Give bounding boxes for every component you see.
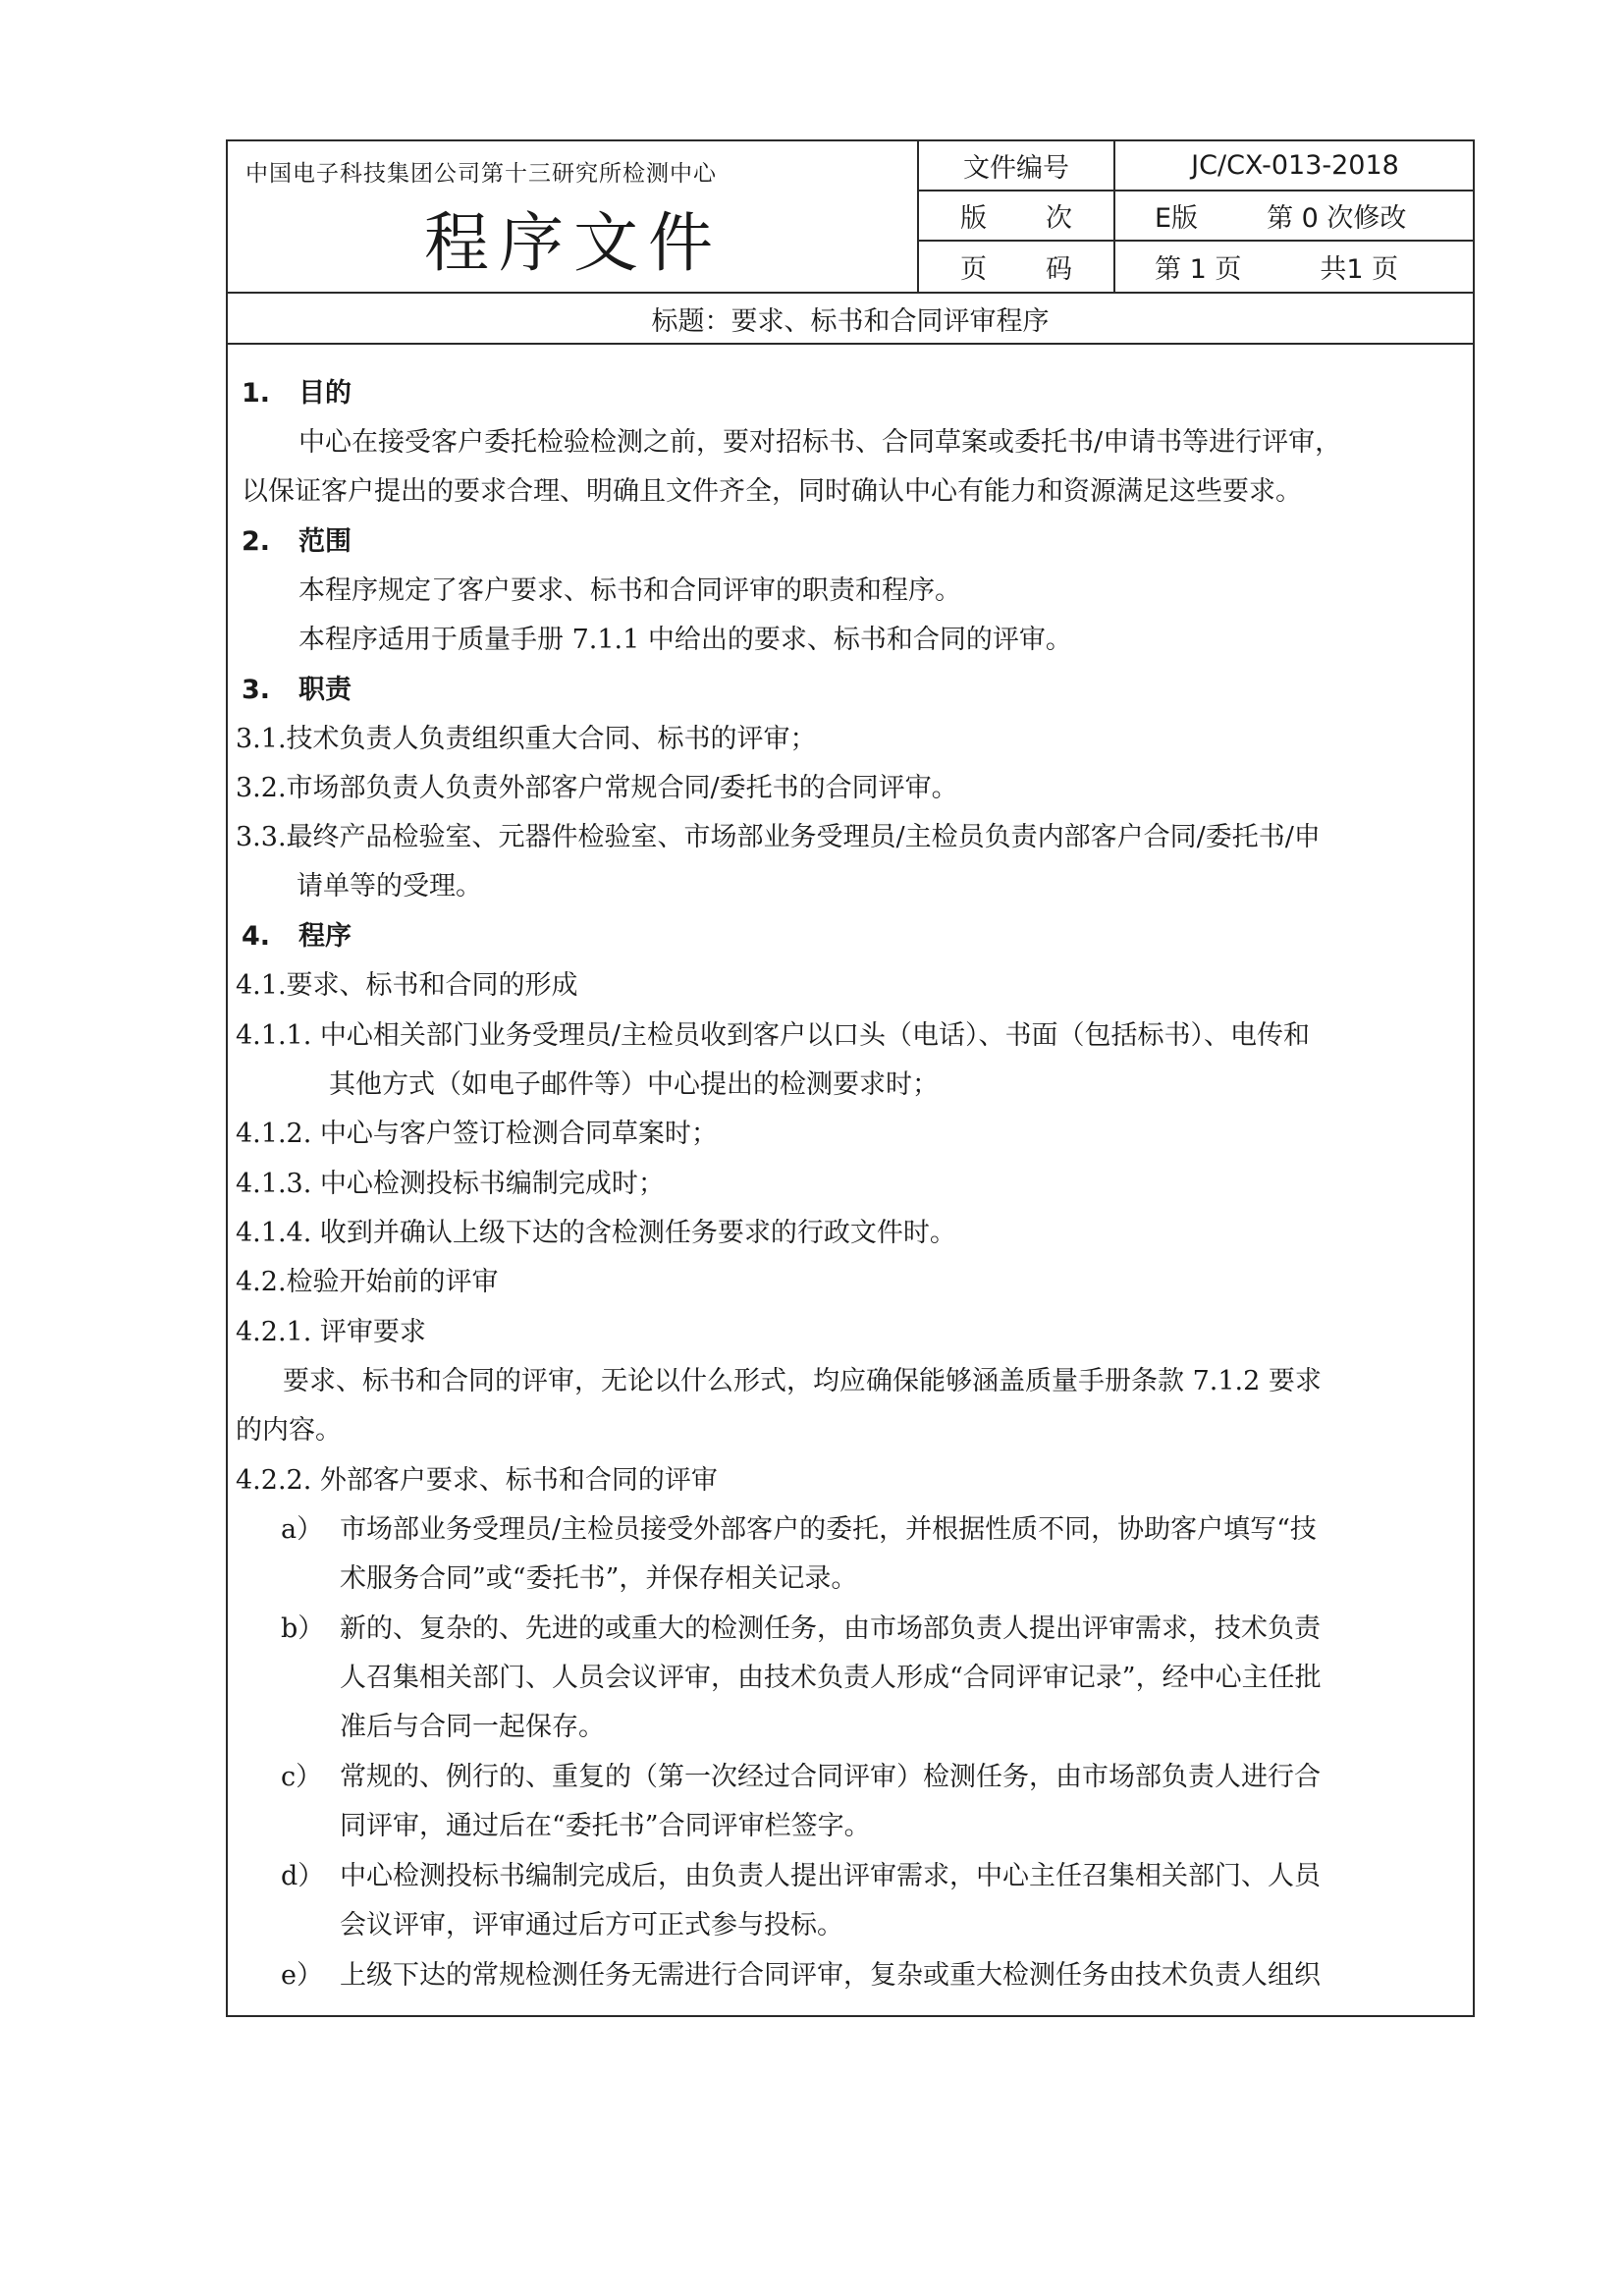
list-item-line: 市场部业务受理员/主检员接受外部客户的委托，并根据性质不同，协助客户填写“技 xyxy=(340,1514,1317,1545)
list-item-marker: b） xyxy=(281,1613,325,1644)
paragraph-line: 以保证客户提出的要求合理、明确且文件齐全，同时确认中心有能力和资源满足这些要求。 xyxy=(242,476,1302,507)
document-header xyxy=(228,141,1473,294)
version-label-a: 版 xyxy=(960,203,987,234)
list-item-line: 会议评审，评审通过后方可正式参与投标。 xyxy=(340,1910,843,1941)
paragraph-line: 4.2.检验开始前的评审 xyxy=(236,1267,499,1297)
document-type: 程序文件 xyxy=(424,205,723,281)
paragraph-line: 其他方式（如电子邮件等）中心提出的检测要求时； xyxy=(329,1069,939,1100)
list-item-marker: a） xyxy=(281,1514,324,1545)
header-left xyxy=(228,141,917,292)
list-item-line: 常规的、例行的、重复的（第一次经过合同评审）检测任务，由市场部负责人进行合 xyxy=(340,1762,1321,1792)
paragraph-line: 3.2.市场部负责人负责外部客户常规合同/委托书的合同评审。 xyxy=(236,773,958,803)
page-value xyxy=(1115,242,1475,292)
page-label-b: 码 xyxy=(1046,254,1072,285)
paragraph-line: 本程序适用于质量手册 7.1.1 中给出的要求、标书和合同的评审。 xyxy=(298,625,1072,655)
paragraph-line: 请单等的受理。 xyxy=(297,871,482,902)
list-item-marker: d） xyxy=(281,1861,325,1891)
version-row xyxy=(919,191,1475,242)
paragraph-line: 4.2.2. 外部客户要求、标书和合同的评审 xyxy=(236,1465,718,1496)
section-heading-2: 2. 范围 xyxy=(242,526,352,557)
page-label xyxy=(919,242,1115,292)
paragraph-line: 3.3.最终产品检验室、元器件检验室、市场部业务受理员/主检员负责内部客户合同/委托书/申 xyxy=(236,822,1321,852)
paragraph-line: 3.1.技术负责人负责组织重大合同、标书的评审； xyxy=(236,724,817,754)
organization-name: 中国电子科技集团公司第十三研究所检测中心 xyxy=(245,161,717,187)
version-value xyxy=(1115,191,1475,240)
page-total: 共1 页 xyxy=(1320,254,1399,285)
file-number-value: JC/CX-013-2018 xyxy=(1191,150,1399,181)
list-item-marker: e） xyxy=(281,1960,323,1991)
paragraph-line: 本程序规定了客户要求、标书和合同评审的职责和程序。 xyxy=(298,575,961,606)
list-item-line: 新的、复杂的、先进的或重大的检测任务，由市场部负责人提出评审需求，技术负责 xyxy=(340,1613,1321,1644)
version-revision: 第 0 次修改 xyxy=(1267,203,1407,234)
section-heading-4: 4. 程序 xyxy=(242,921,352,952)
version-label-b: 次 xyxy=(1046,203,1072,234)
file-number-row xyxy=(919,141,1475,191)
header-info-table xyxy=(917,141,1475,292)
paragraph-line: 要求、标书和合同的评审，无论以什么形式，均应确保能够涵盖质量手册条款 7.1.2 要求 xyxy=(283,1366,1322,1396)
list-item-marker: c） xyxy=(281,1762,323,1792)
file-number-label: 文件编号 xyxy=(919,141,1115,190)
list-item-line: 中心检测投标书编制完成后，由负责人提出评审需求，中心主任召集相关部门、人员 xyxy=(340,1861,1321,1891)
list-item-line: 人召集相关部门、人员会议评审，由技术负责人形成“合同评审记录”，经中心主任批 xyxy=(340,1663,1322,1693)
paragraph-line: 中心在接受客户委托检验检测之前，要对招标书、合同草案或委托书/申请书等进行评审， xyxy=(298,427,1342,458)
paragraph-line: 4.1.3. 中心检测投标书编制完成时； xyxy=(236,1169,665,1199)
page-row xyxy=(919,242,1475,292)
page-current: 第 1 页 xyxy=(1155,254,1242,285)
list-item-line: 同评审，通过后在“委托书”合同评审栏签字。 xyxy=(340,1811,871,1841)
version-edition: E版 xyxy=(1155,203,1199,234)
document-title: 标题：要求、标书和合同评审程序 xyxy=(228,294,1473,345)
section-heading-1: 1. 目的 xyxy=(242,378,352,409)
list-item-line: 上级下达的常规检测任务无需进行合同评审，复杂或重大检测任务由技术负责人组织 xyxy=(340,1960,1321,1991)
paragraph-line: 4.2.1. 评审要求 xyxy=(236,1317,426,1347)
list-item-line: 准后与合同一起保存。 xyxy=(340,1712,605,1742)
list-item-line: 术服务合同”或“委托书”，并保存相关记录。 xyxy=(340,1563,858,1594)
paragraph-line: 4.1.2. 中心与客户签订检测合同草案时； xyxy=(236,1119,718,1149)
version-label xyxy=(919,191,1115,240)
paragraph-line: 4.1.4. 收到并确认上级下达的含检测任务要求的行政文件时。 xyxy=(236,1218,956,1248)
paragraph-line: 4.1.1. 中心相关部门业务受理员/主检员收到客户以口头（电话）、书面（包括标书）、电传和 xyxy=(236,1020,1310,1051)
document-frame xyxy=(226,139,1475,2017)
paragraph-line: 4.1.要求、标书和合同的形成 xyxy=(236,970,578,1001)
page-label-a: 页 xyxy=(960,254,987,285)
section-heading-3: 3. 职责 xyxy=(242,675,352,705)
paragraph-line: 的内容。 xyxy=(236,1415,342,1446)
